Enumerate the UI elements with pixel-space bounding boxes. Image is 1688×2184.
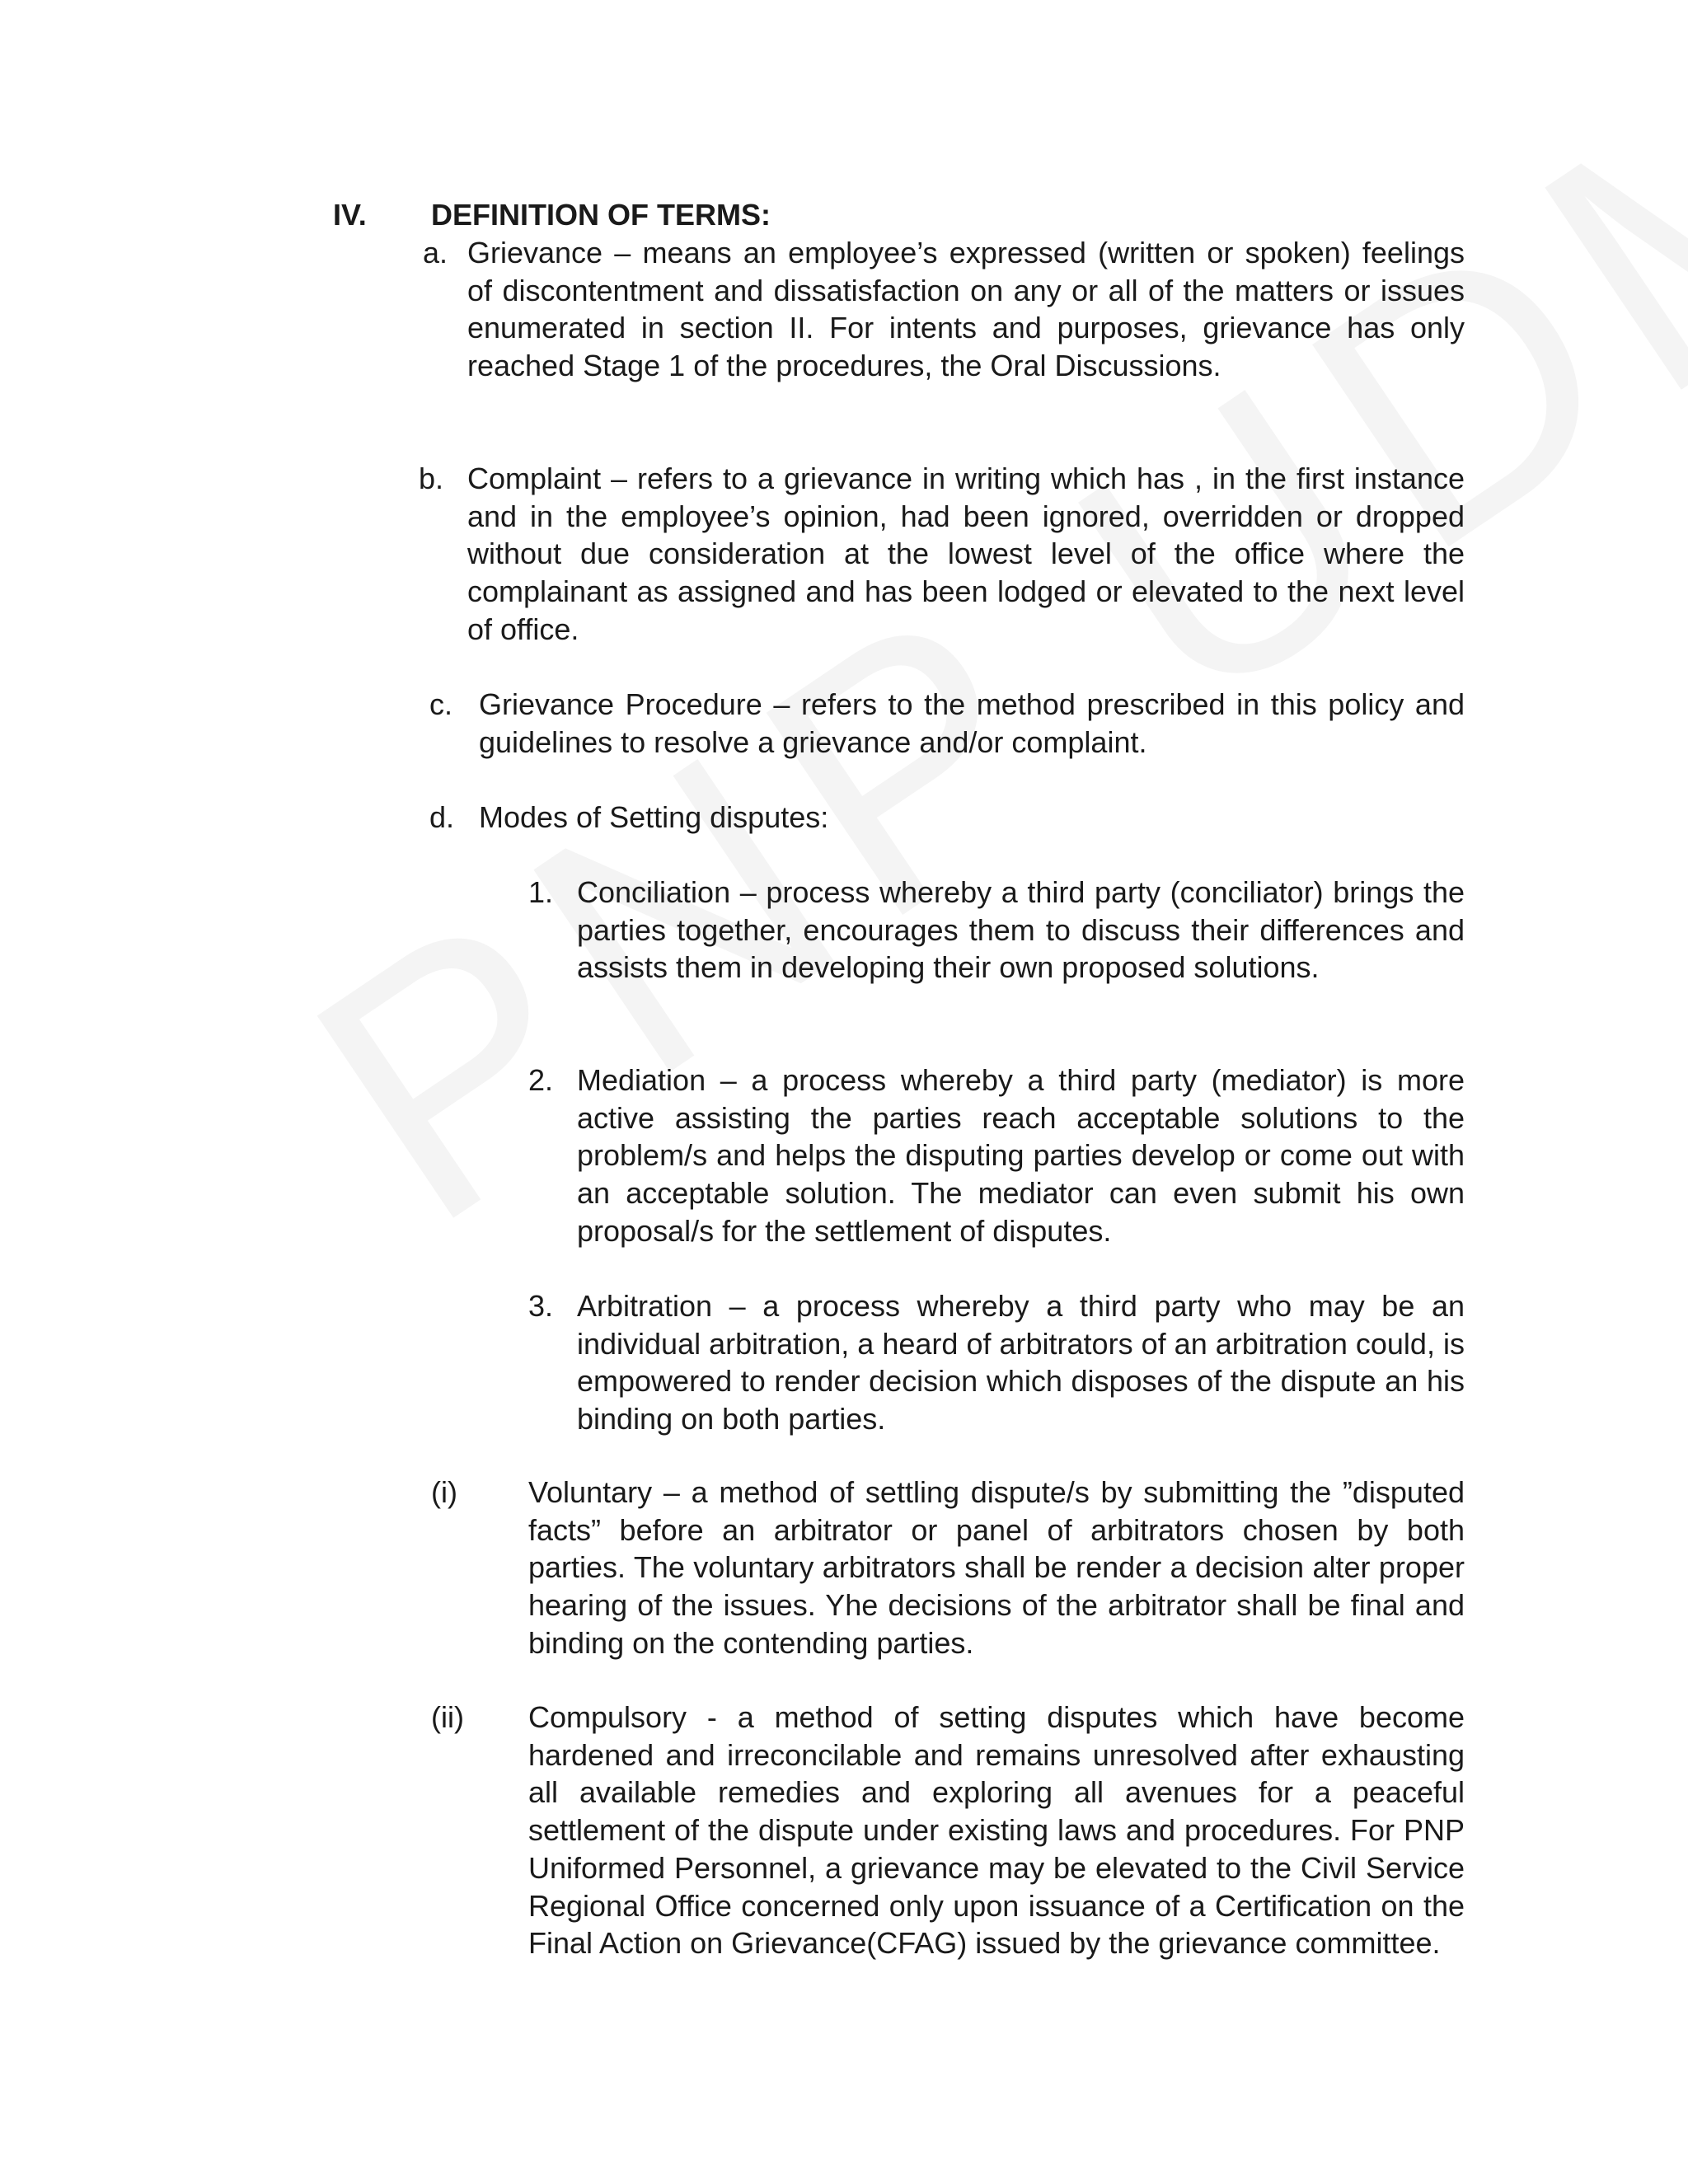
item-c-label: c. [429, 687, 453, 721]
mode-1-text: Conciliation – process whereby a third party (conciliator) brings the parties together, encourages them to discuss their differences and assists them in developing their own proposed solutions. [577, 875, 1465, 985]
item-d-label: d. [429, 800, 455, 834]
mode-1-label: 1. [528, 875, 554, 909]
item-c-text: Grievance Procedure – refers to the method prescribed in this policy and guidelines to resolve a grievance and/or complaint. [479, 687, 1465, 759]
item-a-label: a. [423, 236, 448, 269]
section-title: DEFINITION OF TERMS: [431, 198, 771, 232]
type-i-text: Voluntary – a method of settling dispute/s by submitting the ”disputed facts” before an arbitrator or panel of arbitrators chosen by both parties. The voluntary arbitrators shall be render a decision alter proper hearing of the issues. Yhe decisions of the arbitrator shall be final and binding on the contending parties. [528, 1475, 1465, 1660]
type-i-label: (i) [431, 1475, 457, 1509]
section-number: IV. [333, 198, 367, 232]
mode-2-label: 2. [528, 1063, 554, 1097]
type-ii-text: Compulsory - a method of setting disputes which have become hardened and irreconcilable and remains unresolved after exhausting all available remedies and exploring all avenues for a peaceful settlement of the dispute under existing laws and procedures. For PNP Uniformed Personnel, a grievance may be elevated to the Civil Service Regional Office concerned only upon issuance of a Certification on the Final Action on Grievance(CFAG) issued by the grievance committee. [528, 1700, 1465, 1961]
mode-3-label: 3. [528, 1289, 554, 1323]
item-d-text: Modes of Setting disputes: [479, 800, 829, 834]
item-b-text: Complaint – refers to a grievance in writing which has , in the first instance and in the employee’s opinion, had been ignored, overridden or dropped without due consideration at the lowest level of the office where the complainant as assigned and has been lodged or elevated to the next level of office. [467, 462, 1465, 646]
item-a-text: Grievance – means an employee’s expressed (written or spoken) feelings of discontentment and dissatisfaction on any or all of the matters or issues enumerated in section II. For intents and purposes, grievance has only reached Stage 1 of the procedures, the Oral Discussions. [467, 236, 1465, 383]
mode-3-text: Arbitration – a process whereby a third party who may be an individual arbitration, a heard of arbitrators of an arbitration could, is empowered to render decision which disposes of the dispute an his binding on both parties. [577, 1289, 1465, 1436]
type-ii-label: (ii) [431, 1700, 464, 1734]
item-b-label: b. [419, 462, 444, 495]
mode-2-text: Mediation – a process whereby a third party (mediator) is more active assisting the parties reach acceptable solutions to the problem/s and helps the disputing parties develop or come out with an acceptable solution. The mediator can even submit his own proposal/s for the settlement of disputes. [577, 1063, 1465, 1248]
